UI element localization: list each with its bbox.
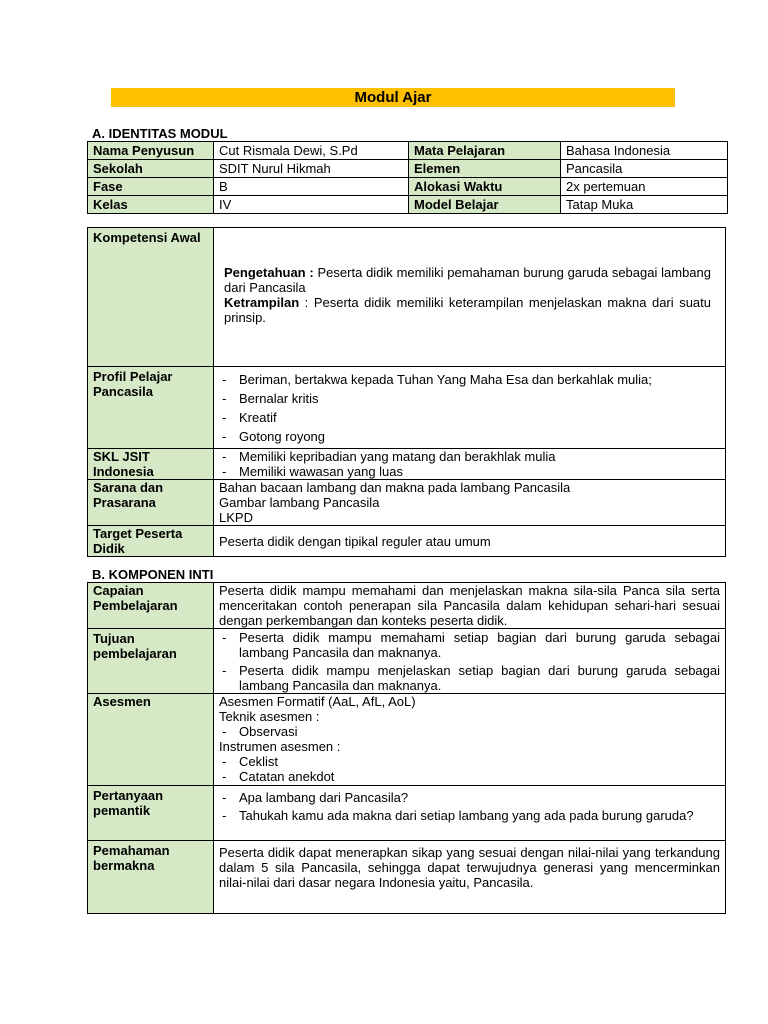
pertanyaan-content — [214, 786, 726, 841]
table-row — [88, 629, 726, 694]
table-row — [88, 160, 728, 178]
label-tujuan: Tujuan pembelajaran — [88, 629, 214, 694]
list-item: - Catatan anekdot — [219, 769, 720, 784]
label-kompetensi-awal: Kompetensi Awal — [88, 228, 214, 367]
list-item: - Tahukah kamu ada makna dari setiap lambang yang ada pada burung garuda? — [219, 808, 720, 823]
section-a-heading: A. IDENTITAS MODUL — [92, 126, 228, 141]
pengetahuan-label: Pengetahuan : — [224, 265, 314, 280]
table-row — [88, 228, 726, 367]
label-nama-penyusun: Nama Penyusun — [88, 142, 214, 160]
label-kelas: Kelas — [88, 196, 214, 214]
list-item: - Kreatif — [219, 410, 720, 425]
initial-competence-table — [87, 227, 726, 557]
list-item: - Apa lambang dari Pancasila? — [219, 790, 720, 805]
tujuan-content — [214, 629, 726, 694]
skl-jsit-content — [214, 449, 726, 480]
label-sekolah: Sekolah — [88, 160, 214, 178]
table-row — [88, 694, 726, 786]
list-item: - Gotong royong — [219, 429, 720, 444]
value-alokasi-waktu: 2x pertemuan — [561, 178, 728, 196]
table-row — [88, 367, 726, 449]
label-fase: Fase — [88, 178, 214, 196]
list-item: - Ceklist — [219, 754, 720, 769]
list-item: - Beriman, bertakwa kepada Tuhan Yang Maha Esa dan berkahlak mulia; — [219, 372, 720, 387]
label-sarana-prasarana: Sarana dan Prasarana — [88, 480, 214, 526]
pengetahuan-text: Peserta didik memiliki pemahaman burung garuda sebagai lambang dari Pancasila — [224, 265, 711, 295]
ketrampilan-label: Ketrampilan — [224, 295, 300, 310]
asesmen-line: Instrumen asesmen : — [219, 739, 341, 754]
table-row — [88, 583, 726, 629]
list-item: - Bernalar kritis — [219, 391, 720, 406]
pemahaman-value: Peserta didik dapat menerapkan sikap yang sesuai dengan nilai-nilai yang terkandung dalam 5 sila Pancasila, sehingga dapat terwujudnya generasi yang mencerminkan nilai-nilai dari dasar negara Indonesia yaitu, Pancasila. — [214, 841, 726, 914]
label-pemahaman-bermakna: Pemahaman bermakna — [88, 841, 214, 914]
label-model-belajar: Model Belajar — [409, 196, 561, 214]
table-row — [88, 196, 728, 214]
value-fase: B — [214, 178, 409, 196]
ketrampilan-text: : Peserta didik memiliki keterampilan menjelaskan makna dari suatu prinsip. — [224, 295, 711, 325]
label-elemen: Elemen — [409, 160, 561, 178]
label-asesmen: Asesmen — [88, 694, 214, 786]
list-item: - Peserta didik mampu menjelaskan setiap bagian dari burung garuda sebagai lambang Pancasila dan maknanya. — [219, 663, 720, 693]
table-row — [88, 841, 726, 914]
table-row — [88, 142, 728, 160]
table-row — [88, 178, 728, 196]
kompetensi-awal-content — [214, 228, 726, 367]
label-mata-pelajaran: Mata Pelajaran — [409, 142, 561, 160]
label-pertanyaan-pemantik: Pertanyaan pemantik — [88, 786, 214, 841]
value-nama-penyusun: Cut Rismala Dewi, S.Pd — [214, 142, 409, 160]
list-item: - Observasi — [219, 724, 720, 739]
list-item: - Memiliki kepribadian yang matang dan berakhlak mulia — [219, 449, 720, 464]
list-item: - Peserta didik mampu memahami setiap bagian dari burung garuda sebagai lambang Pancasila dan maknanya. — [219, 630, 720, 660]
asesmen-line: Asesmen Formatif (AaL, AfL, AoL) — [219, 694, 416, 709]
table-row — [88, 449, 726, 480]
label-profil-pelajar: Profil Pelajar Pancasila — [88, 367, 214, 449]
identity-table — [87, 141, 728, 214]
label-skl-jsit: SKL JSIT Indonesia — [88, 449, 214, 480]
target-peserta-value: Peserta didik dengan tipikal reguler atau umum — [214, 526, 726, 557]
profil-pelajar-content — [214, 367, 726, 449]
value-sekolah: SDIT Nurul Hikmah — [214, 160, 409, 178]
label-alokasi-waktu: Alokasi Waktu — [409, 178, 561, 196]
value-model-belajar: Tatap Muka — [561, 196, 728, 214]
table-row — [88, 480, 726, 526]
core-components-table — [87, 582, 726, 914]
sarana-line: Bahan bacaan lambang dan makna pada lambang Pancasila — [219, 480, 571, 495]
page-title: Modul Ajar — [111, 88, 675, 107]
sarana-prasarana-content — [214, 480, 726, 526]
value-kelas: IV — [214, 196, 409, 214]
asesmen-content — [214, 694, 726, 786]
sarana-line: LKPD — [219, 510, 253, 525]
list-item: - Memiliki wawasan yang luas — [219, 464, 720, 479]
table-row — [88, 526, 726, 557]
table-row — [88, 786, 726, 841]
value-mata-pelajaran: Bahasa Indonesia — [561, 142, 728, 160]
sarana-line: Gambar lambang Pancasila — [219, 495, 380, 510]
value-elemen: Pancasila — [561, 160, 728, 178]
capaian-value: Peserta didik mampu memahami dan menjelaskan makna sila-sila Panca sila serta menceritakan contoh penerapan sila Pancasila dalam kehidupan sehari-hari sesuai dengan perkembangan dan konteks peserta didik. — [214, 583, 726, 629]
label-target-peserta: Target Peserta Didik — [88, 526, 214, 557]
section-b-heading: B. KOMPONEN INTI — [92, 567, 214, 582]
label-capaian: Capaian Pembelajaran — [88, 583, 214, 629]
asesmen-line: Teknik asesmen : — [219, 709, 320, 724]
